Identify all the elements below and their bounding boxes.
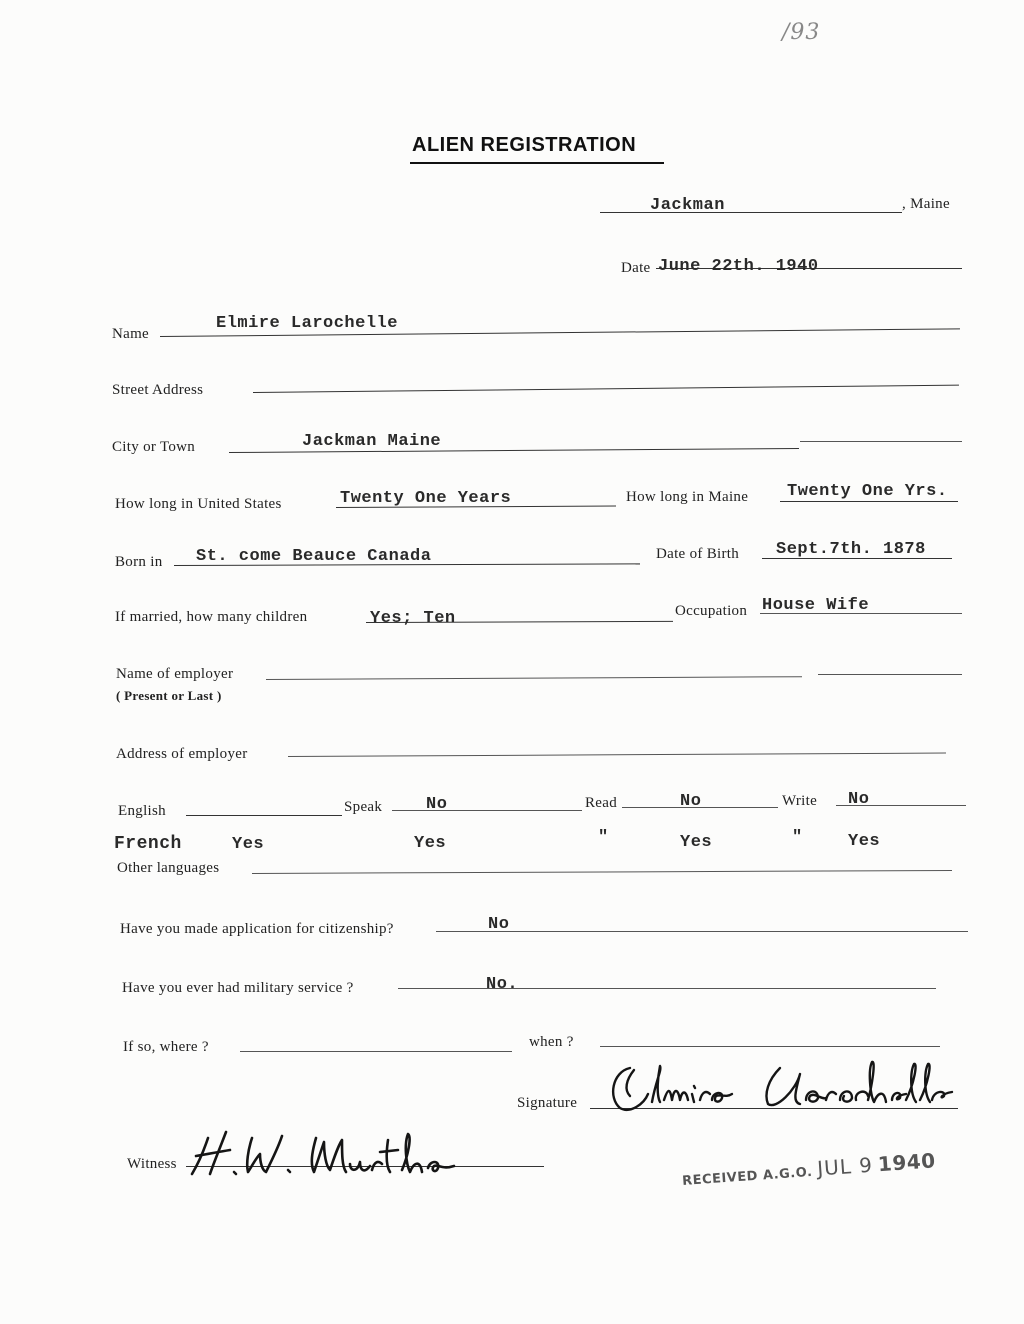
french-read-ditto: " xyxy=(598,828,609,847)
place-suffix-label: , Maine xyxy=(902,196,950,212)
military-line xyxy=(398,988,936,989)
city-label: City or Town xyxy=(112,439,196,455)
how-long-maine-label: How long in Maine xyxy=(626,489,749,505)
french-speak-value: Yes xyxy=(414,834,447,853)
citizenship-line xyxy=(436,931,968,932)
speak-line xyxy=(392,810,582,811)
received-stamp xyxy=(681,1148,936,1190)
signature-label: Signature xyxy=(517,1095,578,1111)
french-known-value: Yes xyxy=(232,835,265,854)
english-line xyxy=(186,815,342,816)
employer-label: Name of employer xyxy=(116,666,234,682)
title-underline xyxy=(410,162,664,164)
english-read-value: No xyxy=(680,792,702,811)
how-long-maine-line xyxy=(780,501,958,502)
signature-text xyxy=(607,1078,801,1108)
place-value: Jackman xyxy=(650,196,725,215)
children-label: If married, how many children xyxy=(115,609,308,625)
english-label: English xyxy=(118,803,166,819)
other-languages-line xyxy=(252,870,952,874)
street-address-line xyxy=(253,385,959,393)
french-write-ditto: " xyxy=(792,828,803,847)
name-value: Elmire Larochelle xyxy=(216,314,398,333)
speak-label: Speak xyxy=(344,799,383,815)
occupation-value: House Wife xyxy=(762,596,870,615)
read-label: Read xyxy=(585,795,618,811)
english-speak-value: No xyxy=(426,795,448,814)
dob-label: Date of Birth xyxy=(656,546,740,562)
employer-address-label: Address of employer xyxy=(116,746,248,762)
english-write-value: No xyxy=(848,790,870,809)
dob-value: Sept.7th. 1878 xyxy=(776,540,926,559)
stamp-prefix: RECEIVED A.G.O. xyxy=(681,1164,813,1189)
how-long-us-value: Twenty One Years xyxy=(340,489,512,508)
street-address-label: Street Address xyxy=(112,382,204,398)
stamp-year: 1940 xyxy=(877,1148,937,1177)
military-label: Have you ever had military service ? xyxy=(122,980,354,996)
born-in-value: St. come Beauce Canada xyxy=(196,547,432,566)
employer-sublabel: ( Present or Last ) xyxy=(116,688,222,703)
place-line xyxy=(600,212,902,213)
employer-line xyxy=(266,676,802,680)
employer-address-line xyxy=(288,753,946,757)
witness-text xyxy=(196,1130,336,1160)
other-languages-label: Other languages xyxy=(117,860,220,876)
occupation-label: Occupation xyxy=(675,603,748,619)
employer-line-extension xyxy=(818,674,962,675)
citizenship-label: Have you made application for citizenship? xyxy=(120,921,394,937)
born-in-label: Born in xyxy=(115,554,163,570)
french-language-name: French xyxy=(114,834,182,854)
witness-label: Witness xyxy=(127,1156,177,1172)
form-title: ALIEN REGISTRATION xyxy=(412,134,637,156)
if-so-where-line xyxy=(240,1051,512,1052)
french-read-value: Yes xyxy=(680,833,713,852)
how-long-us-label: How long in United States xyxy=(115,496,282,512)
french-write-value: Yes xyxy=(848,832,881,851)
citizenship-value: No xyxy=(488,915,510,934)
name-label: Name xyxy=(112,326,150,342)
if-so-where-label: If so, where ? xyxy=(123,1039,209,1055)
city-line-extension xyxy=(800,441,962,442)
stamp-date: JUL 9 xyxy=(816,1152,874,1181)
city-value: Jackman Maine xyxy=(302,432,442,451)
date-value: June 22th. 1940 xyxy=(658,257,819,276)
when-line xyxy=(600,1046,940,1047)
date-label: Date xyxy=(621,260,651,276)
write-label: Write xyxy=(782,793,818,809)
military-value: No. xyxy=(486,975,519,994)
when-label: when ? xyxy=(529,1034,574,1050)
children-value: Yes; Ten xyxy=(370,609,456,628)
how-long-maine-value: Twenty One Yrs. xyxy=(787,482,948,501)
page-number-annotation: /93 xyxy=(782,20,821,45)
